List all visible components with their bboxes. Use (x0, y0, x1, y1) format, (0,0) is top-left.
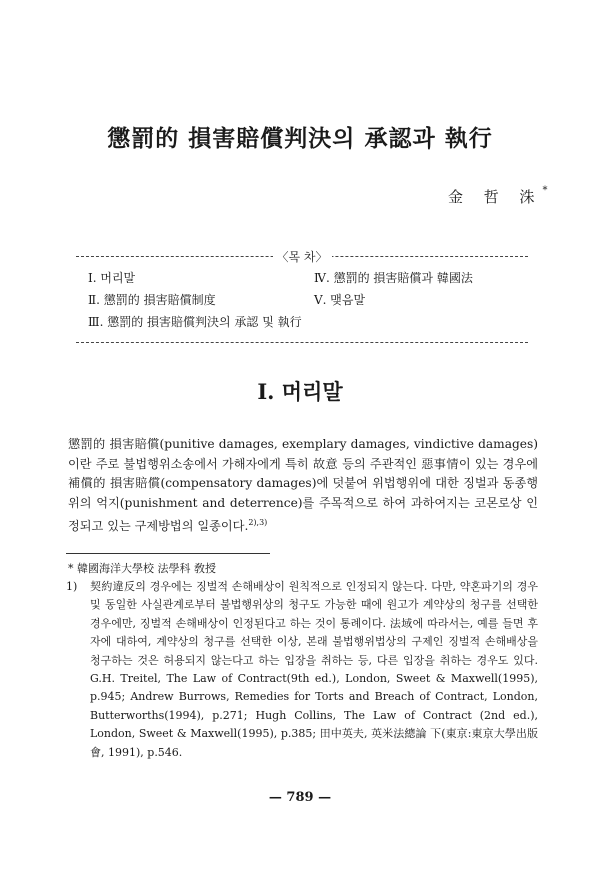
body-paragraph (68, 435, 538, 537)
footnote-1-number: 1) (66, 580, 78, 593)
footnote-1 (66, 578, 538, 762)
body-footnote-refs: 2),3) (248, 518, 268, 528)
toc-item-1: Ⅰ. 머리말 (88, 271, 136, 285)
paper-title: 懲罰的 損害賠償判決의 承認과 執行 (107, 125, 493, 152)
toc-item-3: Ⅲ. 懲罰的 損害賠償判決의 承認 및 執行 (88, 315, 302, 329)
footnote-1-text: 契約違反의 경우에는 징벌적 손해배상이 원칙적으로 인정되지 않는다. 다만, 약혼파기의 경우 및 동일한 사실관계로부터 불법행위상의 청구도 가능한 때에 원고가 계약상의 청구를 선택한 경우에만, 징벌적 손해배상이 인정된다고 하는 것이 통례이다. 法域에 따라서는, 예를 들면 후자에 대하여, 계약상의 청구를 선택한 이상, 본래 불법행위법상의 구제인 징벌적 손해배상을 청구하는 것은 허용되지 않는다고 하는 입장을 취하는 등, 다른 입장을 취하는 경우도 있다. G.H. Treitel, The Law of Contract(9th ed.), London, Sweet & Maxwell(1995), p.945; Andrew Burrows, Remedies for Torts and Breach of Contract, London, Butterworths(1994), p.271; Hugh Collins, The Law of Contract (2nd ed.), London, Sweet & Maxwell(1995), p.385; 田中英夫, 英米法總論 下(東京:東京大學出版會, 1991), p.546. (90, 580, 538, 759)
page-number: — 789 — (268, 790, 332, 805)
author-footnote-mark: * (542, 185, 548, 196)
author-name-text: 金 哲 洙 (448, 188, 543, 206)
toc-item-5: Ⅴ. 맺음말 (314, 293, 366, 307)
section-heading: Ⅰ. 머리말 (257, 379, 343, 404)
toc-heading-text: 〈목 차〉 (273, 250, 332, 264)
toc-heading (76, 248, 528, 265)
toc-item-2: Ⅱ. 懲罰的 損害賠償制度 (88, 293, 216, 307)
body-paragraph-text: 懲罰的 損害賠償(punitive damages, exemplary damages, vindictive damages)이란 주로 불법행위소송에서 가해자에게 특히 故意 등의 주관적인 惡事情이 있는 경우에 補償的 損害賠償(compensatory damages)에 덧붙여 위법행위에 대한 징벌과 동종행위의 억지(punishment and deterrence)를 주목적으로 하여 과하여지는 코몬로상 인정되고 있는 구제방법의 일종이다. (68, 437, 538, 534)
footnote-divider (66, 553, 270, 554)
footnote-author-affiliation: * 韓國海洋大學校 法學科 敎授 (68, 562, 216, 575)
table-of-contents (76, 250, 528, 343)
author-name (448, 186, 548, 207)
toc-item-4: Ⅳ. 懲罰的 損害賠償과 韓國法 (314, 271, 473, 285)
